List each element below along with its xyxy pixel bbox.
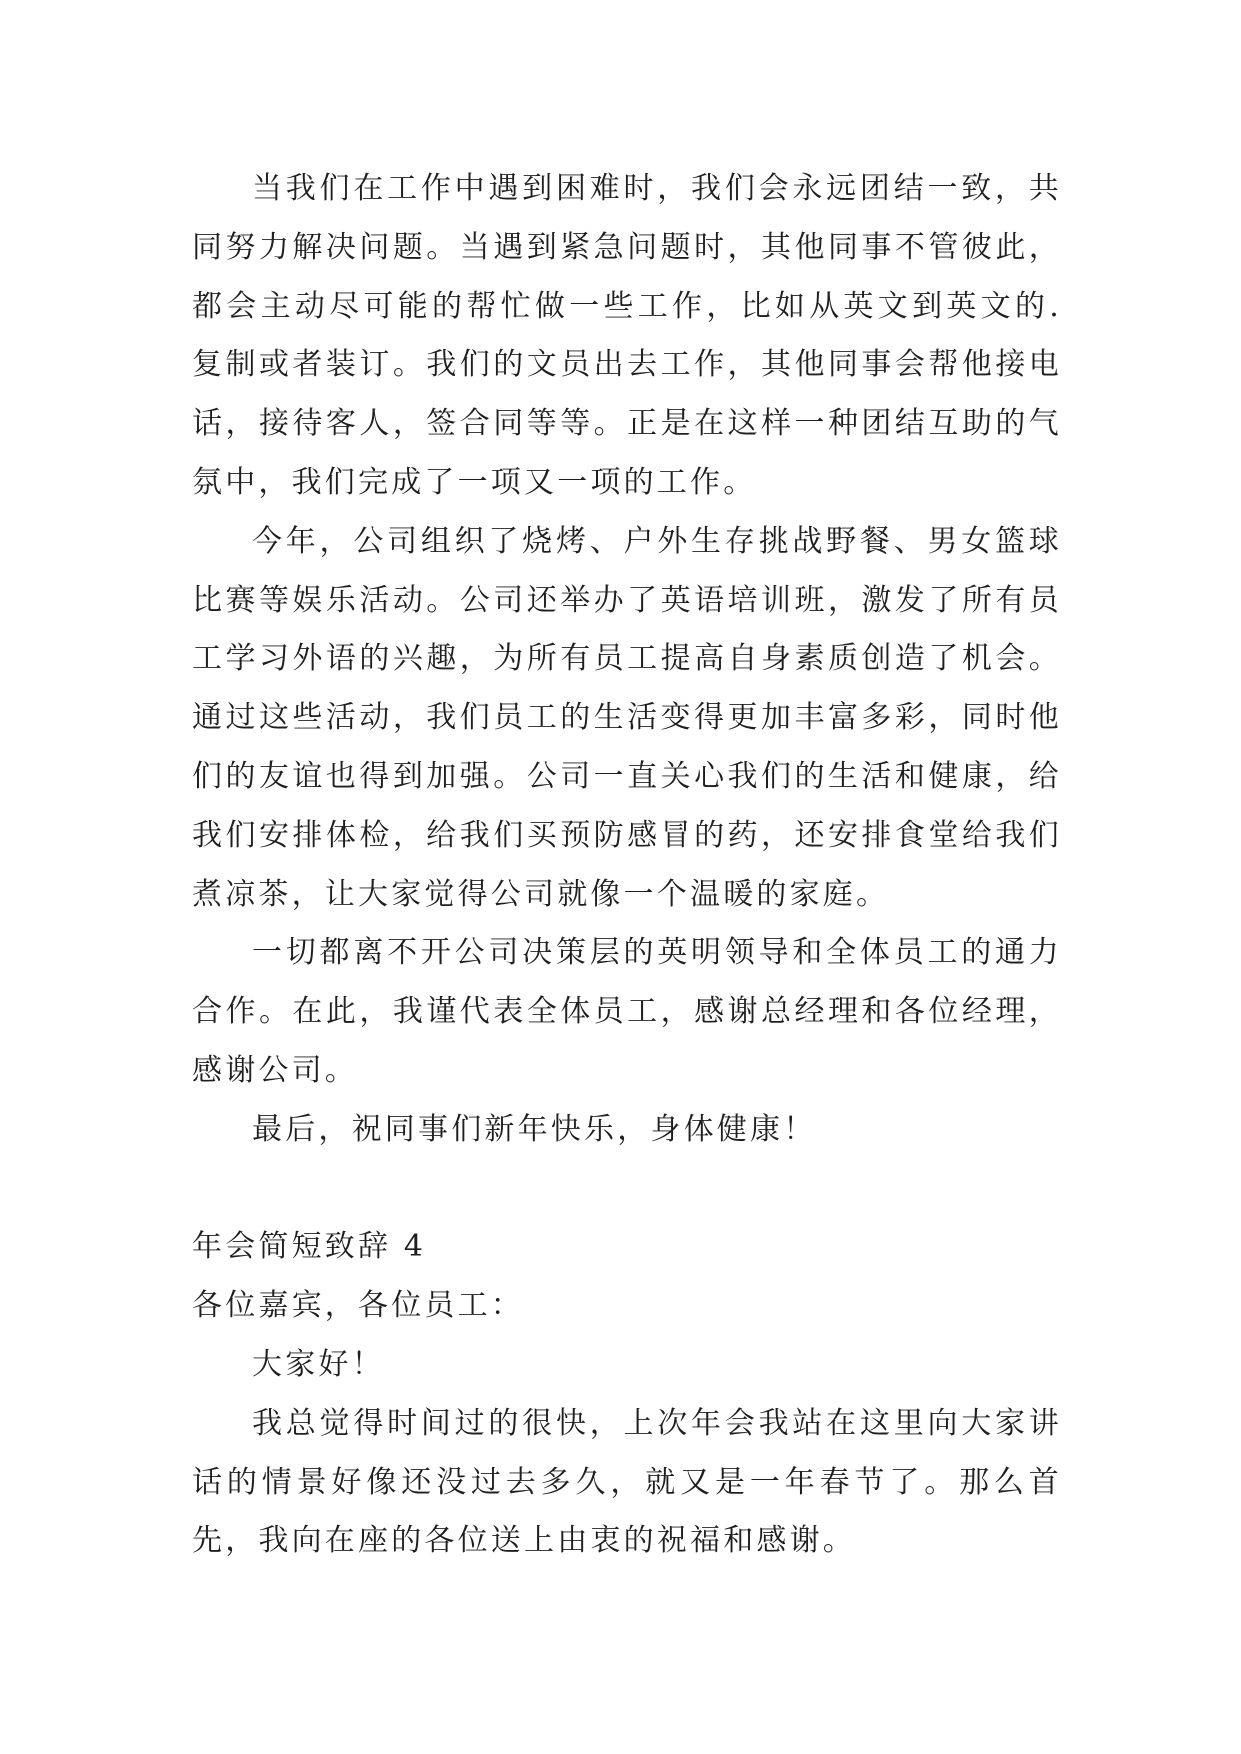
document-body <box>192 160 1062 1571</box>
body-paragraph: 一切都离不开公司决策层的英明领导和全体员工的通力合作。在此，我谨代表全体员工，感谢总经理和各位经理，感谢公司。 <box>192 935 1062 1088</box>
salutation: 各位嘉宾，各位员工： <box>192 1288 524 1324</box>
body-paragraph: 今年，公司组织了烧烤、户外生存挑战野餐、男女篮球比赛等娱乐活动。公司还举办了英语培训班，激发了所有员工学习外语的兴趣，为所有员工提高自身素质创造了机会。通过这些活动，我们员工的生活变得更加丰富多彩，同时他们的友谊也得到加强。公司一直关心我们的生活和健康，给我们安排体检，给我们买预防感冒的药，还安排食堂给我们煮凉茶，让大家觉得公司就像一个温暖的家庭。 <box>192 523 1062 912</box>
blank-line <box>192 1160 1062 1219</box>
body-paragraph: 当我们在工作中遇到困难时，我们会永远团结一致，共同努力解决问题。当遇到紧急问题时，其他同事不管彼此，都会主动尽可能的帮忙做一些工作，比如从英文到英文的.复制或者装订。我们的文员出去工作，其他同事会帮他接电话，接待客人，签合同等等。正是在这样一种团结互助的气氛中，我们完成了一项又一项的工作。 <box>192 171 1062 500</box>
body-paragraph: 我总觉得时间过的很快，上次年会我站在这里向大家讲话的情景好像还没过去多久，就又是一年春节了。那么首先，我向在座的各位送上由衷的祝福和感谢。 <box>192 1405 1062 1559</box>
section-title: 年会简短致辞 4 <box>192 1229 427 1265</box>
greeting: 大家好！ <box>252 1346 385 1382</box>
closing-paragraph: 最后，祝同事们新年快乐，身体健康！ <box>252 1111 817 1147</box>
